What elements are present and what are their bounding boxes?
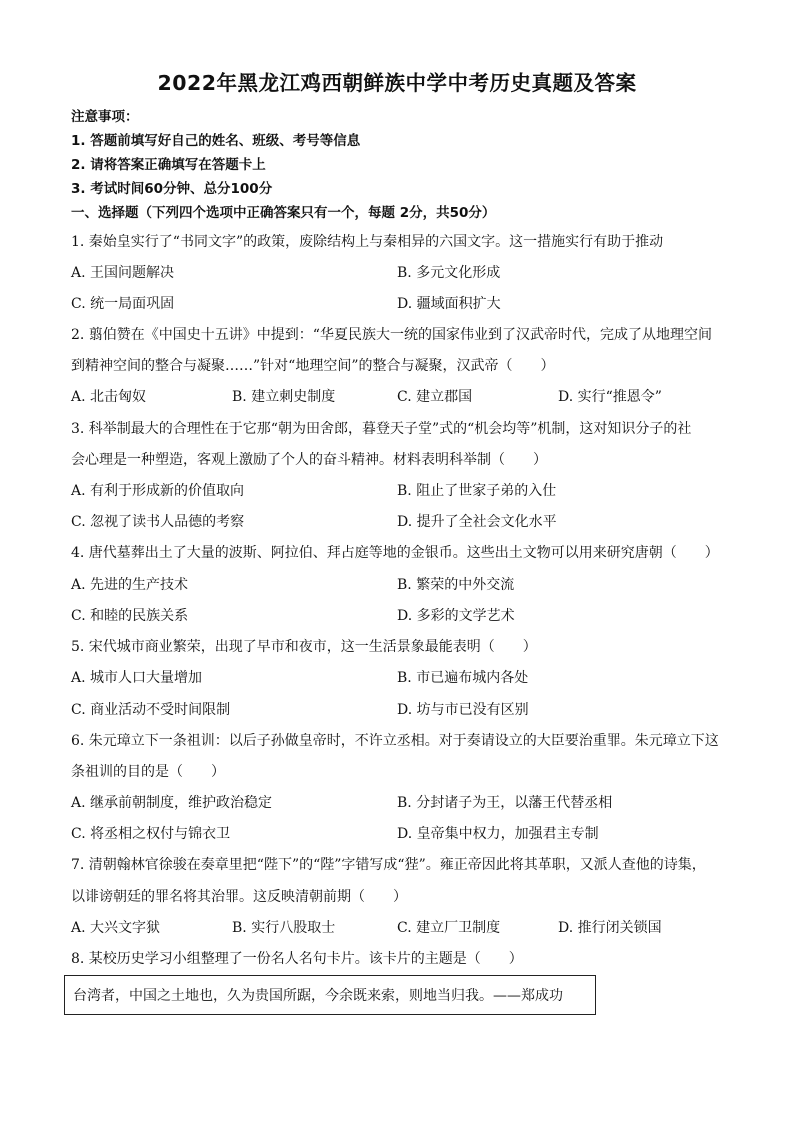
q2-option-d: D. 实行“推恩令” xyxy=(558,389,662,405)
question-8-text: 8. 某校历史学习小组整理了一份名人名句卡片。该卡片的主题是（ ） xyxy=(71,951,523,967)
q5-option-d: D. 坊与市已没有区别 xyxy=(397,702,529,718)
q3-option-d: D. 提升了全社会文化水平 xyxy=(397,514,557,530)
question-7-text: 7. 清朝翰林官徐骏在奏章里把“陛下”的“陛”字错写成“狴”。雍正帝因此将其革职，又派人查他的诗集， xyxy=(71,857,706,873)
q7-option-c: C. 建立厂卫制度 xyxy=(397,920,501,936)
q4-option-c: C. 和睦的民族关系 xyxy=(71,608,189,624)
q7-option-b: B. 实行八股取士 xyxy=(232,920,336,936)
q6-option-d: D. 皇帝集中权力，加强君主专制 xyxy=(397,826,599,842)
question-7-text: 以诽谤朝廷的罪名将其治罪。这反映清朝前期（ ） xyxy=(71,889,407,905)
q3-option-a: A. 有利于形成新的价值取向 xyxy=(71,483,245,499)
question-6-text: 6. 朱元璋立下一条祖训：以后子孙做皇帝时，不许立丞相。对于奏请设立的大臣要治重罪。朱元璋立下这 xyxy=(71,733,719,749)
q2-option-c: C. 建立郡国 xyxy=(397,389,473,405)
q4-option-b: B. 繁荣的中外交流 xyxy=(397,577,515,593)
notice-item: 3. 考试时间60分钟、总分100分 xyxy=(71,181,273,197)
q7-option-a: A. 大兴文字狱 xyxy=(71,920,161,936)
q4-option-a: A. 先进的生产技术 xyxy=(71,577,189,593)
question-2-text: 2. 翦伯赞在《中国史十五讲》中提到：“华夏民族大一统的国家伟业到了汉武帝时代，完成了从地理空间 xyxy=(71,327,712,343)
q1-option-c: C. 统一局面巩固 xyxy=(71,296,175,312)
q1-option-d: D. 疆域面积扩大 xyxy=(397,296,501,312)
q6-option-c: C. 将丞相之权付与锦衣卫 xyxy=(71,826,231,842)
q6-option-b: B. 分封诸子为王，以藩王代替丞相 xyxy=(397,795,613,811)
q7-option-d: D. 推行闭关锁国 xyxy=(558,920,662,936)
page-title: 2022年黑龙江鸡西朝鲜族中学中考历史真题及答案 xyxy=(157,71,637,95)
question-5-text: 5. 宋代城市商业繁荣，出现了早市和夜市，这一生活景象最能表明（ ） xyxy=(71,639,537,655)
notice-heading: 注意事项： xyxy=(71,109,139,125)
section-heading: 一、选择题（下列四个选项中正确答案只有一个，每题 2分，共50分） xyxy=(71,205,496,221)
notice-item: 1. 答题前填写好自己的姓名、班级、考号等信息 xyxy=(71,133,361,149)
question-6-text: 条祖训的目的是（ ） xyxy=(71,764,225,780)
quote-text: 台湾者，中国之土地也，久为贵国所踞，今余既来索，则地当归我。——郑成功 xyxy=(73,988,563,1004)
question-3-text: 3. 科举制最大的合理性在于它那“朝为田舍郎，暮登天子堂”式的“机会均等”机制，这对知识分子的社 xyxy=(71,421,692,437)
question-2-text: 到精神空间的整合与凝聚……”针对“地理空间”的整合与凝聚，汉武帝（ ） xyxy=(71,358,555,374)
q6-option-a: A. 继承前朝制度，维护政治稳定 xyxy=(71,795,273,811)
notice-item: 2. 请将答案正确填写在答题卡上 xyxy=(71,157,266,173)
q2-option-b: B. 建立刺史制度 xyxy=(232,389,336,405)
q3-option-b: B. 阻止了世家子弟的入仕 xyxy=(397,483,557,499)
q2-option-a: A. 北击匈奴 xyxy=(71,389,147,405)
q5-option-a: A. 城市人口大量增加 xyxy=(71,670,203,686)
q1-option-b: B. 多元文化形成 xyxy=(397,265,501,281)
q5-option-c: C. 商业活动不受时间限制 xyxy=(71,702,231,718)
q5-option-b: B. 市已遍布城内各处 xyxy=(397,670,529,686)
q4-option-d: D. 多彩的文学艺术 xyxy=(397,608,515,624)
question-1-text: 1. 秦始皇实行了“书同文字”的政策，废除结构上与秦相异的六国文字。这一措施实行有助于推动 xyxy=(71,234,664,250)
question-4-text: 4. 唐代墓葬出土了大量的波斯、阿拉伯、拜占庭等地的金银币。这些出土文物可以用来研究唐朝（ ） xyxy=(71,545,719,561)
q3-option-c: C. 忽视了读书人品德的考察 xyxy=(71,514,245,530)
q1-option-a: A. 王国问题解决 xyxy=(71,265,175,281)
question-3-text: 会心理是一种塑造，客观上激励了个人的奋斗精神。材料表明科举制（ ） xyxy=(71,452,547,468)
quote-card xyxy=(64,975,596,1015)
